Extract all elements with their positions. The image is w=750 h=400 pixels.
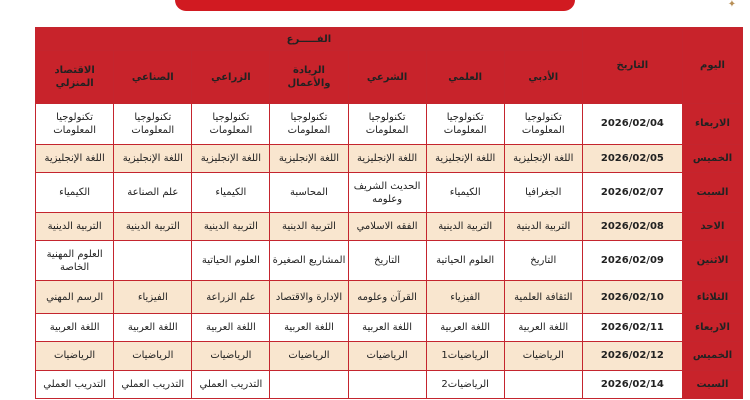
subject-cell: تكنولوجيا المعلومات bbox=[348, 104, 426, 145]
table-row bbox=[36, 342, 743, 370]
subject-cell: العلوم الحياتية bbox=[426, 240, 504, 281]
day-cell: الاثنين bbox=[682, 240, 742, 281]
subject-cell: اللغة الإنجليزية bbox=[114, 144, 192, 172]
subject-cell: التاريخ bbox=[348, 240, 426, 281]
subject-cell: اللغة الإنجليزية bbox=[504, 144, 582, 172]
subject-cell: الحديث الشريف وعلومه bbox=[348, 172, 426, 213]
subject-cell: الثقافة العلمية bbox=[504, 281, 582, 313]
subject-cell: تكنولوجيا المعلومات bbox=[192, 104, 270, 145]
subject-cell: الرياضيات bbox=[348, 342, 426, 370]
subject-cell: الكيمياء bbox=[426, 172, 504, 213]
subject-cell: الفقه الاسلامي bbox=[348, 213, 426, 240]
subject-cell: المحاسبة bbox=[270, 172, 348, 213]
date-cell: 2026/02/05 bbox=[582, 144, 682, 172]
date-cell: 2026/02/12 bbox=[582, 342, 682, 370]
subject-cell: تكنولوجيا المعلومات bbox=[36, 104, 114, 145]
day-cell: الاربعاء bbox=[682, 104, 742, 145]
table-row bbox=[36, 172, 743, 213]
day-cell: الخميس bbox=[682, 342, 742, 370]
subject-cell: الفيزياء bbox=[114, 281, 192, 313]
header-day: اليوم bbox=[682, 28, 742, 104]
subject-cell: الرياضيات1 bbox=[426, 342, 504, 370]
subject-cell: تكنولوجيا المعلومات bbox=[270, 104, 348, 145]
subject-cell: التدريب العملي bbox=[114, 370, 192, 398]
subject-cell: العلوم المهنية الخاصة bbox=[36, 240, 114, 281]
table-row bbox=[36, 144, 743, 172]
subject-cell: المشاريع الصغيرة bbox=[270, 240, 348, 281]
header-branch-industrial: الصناعي bbox=[114, 51, 192, 104]
subject-cell: اللغة العربية bbox=[36, 313, 114, 341]
subject-cell: التدريب العملي bbox=[36, 370, 114, 398]
top-banner bbox=[175, 0, 575, 11]
subject-cell: اللغة الإنجليزية bbox=[270, 144, 348, 172]
subject-cell: الإدارة والاقتصاد bbox=[270, 281, 348, 313]
subject-cell: الكيمياء bbox=[192, 172, 270, 213]
subject-cell: الرياضيات bbox=[270, 342, 348, 370]
header-date: التاريخ bbox=[582, 28, 682, 104]
exam-schedule-table bbox=[35, 27, 743, 399]
subject-cell: الرياضيات bbox=[504, 342, 582, 370]
subject-cell: الرياضيات bbox=[114, 342, 192, 370]
emblem-icon: ✦ bbox=[727, 0, 737, 10]
subject-cell: اللغة الإنجليزية bbox=[36, 144, 114, 172]
subject-cell: العلوم الحياتية bbox=[192, 240, 270, 281]
subject-cell: التربية الدينية bbox=[426, 213, 504, 240]
table-row bbox=[36, 281, 743, 313]
day-cell: السبت bbox=[682, 370, 742, 398]
date-cell: 2026/02/08 bbox=[582, 213, 682, 240]
subject-cell: التدريب العملي bbox=[192, 370, 270, 398]
subject-cell: تكنولوجيا المعلومات bbox=[426, 104, 504, 145]
subject-cell: الفيزياء bbox=[426, 281, 504, 313]
subject-cell: التاريخ bbox=[504, 240, 582, 281]
subject-cell bbox=[270, 370, 348, 398]
subject-cell: التربية الدينية bbox=[36, 213, 114, 240]
subject-cell: اللغة العربية bbox=[348, 313, 426, 341]
day-cell: الاحد bbox=[682, 213, 742, 240]
subject-cell: الرياضيات bbox=[36, 342, 114, 370]
subject-cell: التربية الدينية bbox=[504, 213, 582, 240]
date-cell: 2026/02/07 bbox=[582, 172, 682, 213]
subject-cell: الرياضيات2 bbox=[426, 370, 504, 398]
subject-cell: اللغة الإنجليزية bbox=[348, 144, 426, 172]
date-cell: 2026/02/10 bbox=[582, 281, 682, 313]
subject-cell: اللغة العربية bbox=[114, 313, 192, 341]
subject-cell: اللغة العربية bbox=[192, 313, 270, 341]
subject-cell bbox=[114, 240, 192, 281]
subject-cell: الرسم المهني bbox=[36, 281, 114, 313]
header-branch-entrepreneurship: الريادة والأعمال bbox=[270, 51, 348, 104]
header-branch: الفـــــرع bbox=[36, 28, 583, 51]
subject-cell: الرياضيات bbox=[192, 342, 270, 370]
subject-cell: اللغة الإنجليزية bbox=[192, 144, 270, 172]
date-cell: 2026/02/14 bbox=[582, 370, 682, 398]
subject-cell: اللغة الإنجليزية bbox=[426, 144, 504, 172]
subject-cell bbox=[504, 370, 582, 398]
table-row bbox=[36, 213, 743, 240]
subject-cell: علم الصناعة bbox=[114, 172, 192, 213]
header-branch-literary: الأدبي bbox=[504, 51, 582, 104]
table-row bbox=[36, 313, 743, 341]
subject-cell: اللغة العربية bbox=[270, 313, 348, 341]
table-row bbox=[36, 240, 743, 281]
subject-cell: التربية الدينية bbox=[270, 213, 348, 240]
day-cell: الخميس bbox=[682, 144, 742, 172]
date-cell: 2026/02/11 bbox=[582, 313, 682, 341]
table-row bbox=[36, 370, 743, 398]
header-branch-sharia: الشرعي bbox=[348, 51, 426, 104]
header-branch-home-economics: الاقتصاد المنزلي bbox=[36, 51, 114, 104]
subject-cell bbox=[348, 370, 426, 398]
subject-cell: علم الزراعة bbox=[192, 281, 270, 313]
day-cell: الاربعاء bbox=[682, 313, 742, 341]
date-cell: 2026/02/09 bbox=[582, 240, 682, 281]
subject-cell: اللغة العربية bbox=[504, 313, 582, 341]
subject-cell: اللغة العربية bbox=[426, 313, 504, 341]
subject-cell: التربية الدينية bbox=[192, 213, 270, 240]
subject-cell: الجغرافيا bbox=[504, 172, 582, 213]
date-cell: 2026/02/04 bbox=[582, 104, 682, 145]
table-row bbox=[36, 104, 743, 145]
day-cell: الثلاثاء bbox=[682, 281, 742, 313]
day-cell: السبت bbox=[682, 172, 742, 213]
header-branch-agricultural: الزراعي bbox=[192, 51, 270, 104]
subject-cell: التربية الدينية bbox=[114, 213, 192, 240]
subject-cell: تكنولوجيا المعلومات bbox=[114, 104, 192, 145]
subject-cell: تكنولوجيا المعلومات bbox=[504, 104, 582, 145]
subject-cell: الكيمياء bbox=[36, 172, 114, 213]
subject-cell: القرآن وعلومه bbox=[348, 281, 426, 313]
header-branch-scientific: العلمي bbox=[426, 51, 504, 104]
